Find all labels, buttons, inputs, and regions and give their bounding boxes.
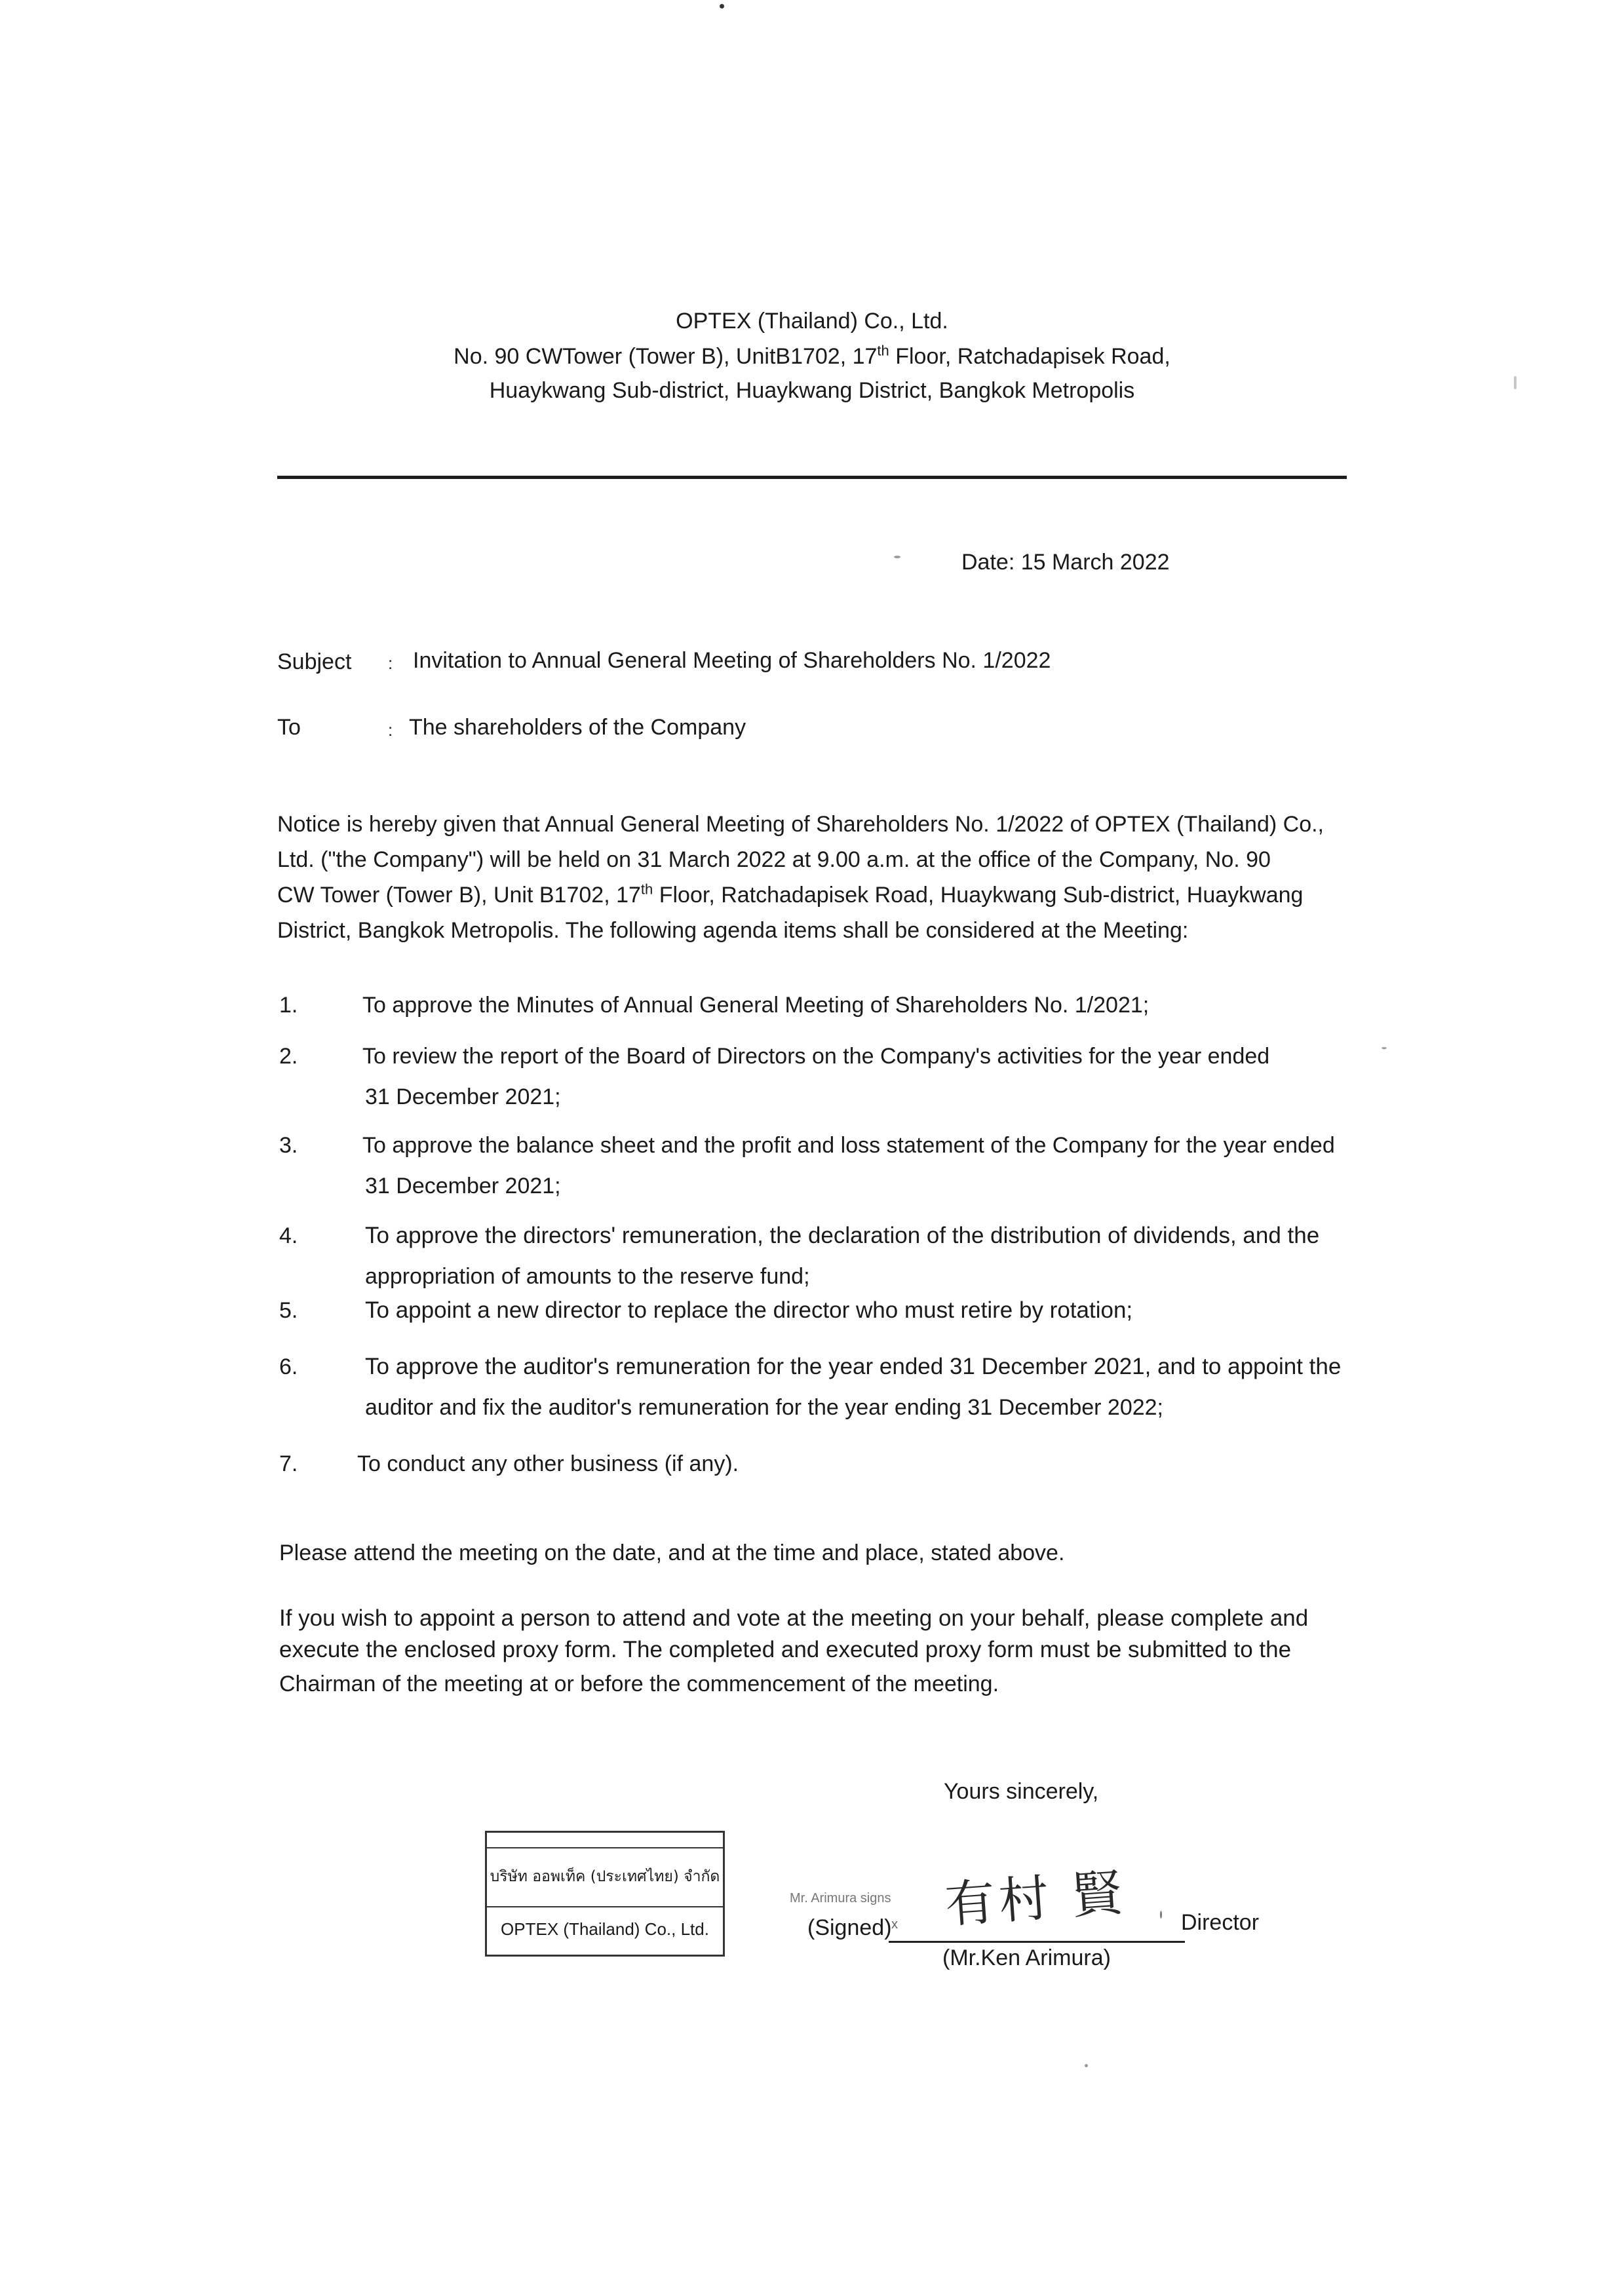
subject-value: Invitation to Annual General Meeting of Shareholders No. 1/2022 xyxy=(413,648,1051,673)
attend-paragraph: Please attend the meeting on the date, and at the time and place, stated above. xyxy=(279,1540,1065,1565)
address-line1-end: Floor, Ratchadapisek Road, xyxy=(895,344,1170,369)
address-line1-sup: th xyxy=(877,342,889,359)
notice-line1: Notice is hereby given that Annual General Meeting of Shareholders No. 1/2022 of OPTEX (Thailand) Co., xyxy=(277,812,1324,837)
agenda-item-line2: auditor and fix the auditor's remuneration for the year ending 31 December 2022; xyxy=(365,1395,1164,1420)
stamp-middle-rule xyxy=(487,1906,723,1907)
handwritten-signature: 有村 賢 xyxy=(943,1863,1128,1934)
to-value: The shareholders of the Company xyxy=(409,715,746,740)
notice-line4: District, Bangkok Metropolis. The following agenda items shall be considered at the Meeting: xyxy=(277,918,1189,943)
subject-separator: : xyxy=(388,653,393,673)
signatory-name: (Mr.Ken Arimura) xyxy=(942,1945,1111,1970)
signature-mark: x xyxy=(891,1917,898,1932)
stamp-top-rule xyxy=(487,1847,723,1848)
signature-line xyxy=(889,1941,1185,1943)
agenda-item-line1: To approve the Minutes of Annual General Meeting of Shareholders No. 1/2021; xyxy=(362,993,1150,1018)
letterhead-address-line2: Huaykwang Sub-district, Huaykwang District, Bangkok Metropolis xyxy=(489,378,1135,403)
scan-speck xyxy=(1085,2064,1088,2067)
agenda-item-number: 3. xyxy=(279,1133,298,1158)
notice-line3-end: Floor, Ratchadapisek Road, Huaykwang Sub-district, Huaykwang xyxy=(653,883,1304,908)
agenda-item-number: 6. xyxy=(279,1354,298,1379)
signature-note: Mr. Arimura signs xyxy=(790,1891,891,1905)
address-line1-start: No. 90 CWTower (Tower B), UnitB1702, 17 xyxy=(454,344,878,369)
agenda-item-line1: To appoint a new director to replace the director who must retire by rotation; xyxy=(365,1297,1133,1323)
company-stamp xyxy=(485,1831,725,1957)
scan-speck xyxy=(720,4,724,9)
scan-speck xyxy=(1160,1911,1162,1919)
notice-line3 xyxy=(277,881,1303,909)
stamp-thai-name: บริษัท ออพเท็ค (ประเทศไทย) จำกัด xyxy=(490,1868,720,1885)
proxy-paragraph-line3: Chairman of the meeting at or before the commencement of the meeting. xyxy=(279,1672,999,1696)
notice-line3-sup: th xyxy=(640,881,653,898)
to-label: To xyxy=(277,715,301,740)
signature-title: Director xyxy=(1181,1910,1260,1935)
agenda-item-number: 2. xyxy=(279,1044,298,1069)
agenda-item-line2: 31 December 2021; xyxy=(365,1174,561,1198)
agenda-item-line1: To approve the balance sheet and the profit and loss statement of the Company for the year ended xyxy=(362,1133,1335,1158)
scan-speck xyxy=(1514,376,1517,389)
agenda-item-line1: To conduct any other business (if any). xyxy=(357,1451,739,1476)
agenda-item-number: 1. xyxy=(279,993,298,1018)
to-separator: : xyxy=(388,720,393,740)
notice-line3-start: CW Tower (Tower B), Unit B1702, 17 xyxy=(277,883,641,908)
closing-salutation: Yours sincerely, xyxy=(944,1779,1099,1804)
subject-label: Subject xyxy=(277,649,352,674)
agenda-item-line1: To approve the auditor's remuneration for the year ended 31 December 2021, and to appoint the xyxy=(365,1354,1342,1379)
agenda-item-line2: appropriation of amounts to the reserve fund; xyxy=(365,1264,810,1289)
agenda-item-number: 5. xyxy=(279,1298,298,1323)
scan-speck xyxy=(894,556,900,558)
agenda-item-line1: To approve the directors' remuneration, the declaration of the distribution of dividends, and the xyxy=(365,1223,1320,1248)
scan-speck xyxy=(1382,1047,1387,1049)
proxy-paragraph-line1: If you wish to appoint a person to attend and vote at the meeting on your behalf, please complete and xyxy=(279,1605,1309,1631)
agenda-item-number: 7. xyxy=(279,1451,298,1476)
letterhead-company: OPTEX (Thailand) Co., Ltd. xyxy=(676,309,948,334)
letterhead-divider xyxy=(277,476,1347,479)
letterhead-address-line1 xyxy=(0,342,1624,371)
agenda-item-line1: To review the report of the Board of Directors on the Company's activities for the year ended xyxy=(362,1044,1270,1069)
agenda-item-number: 4. xyxy=(279,1223,298,1248)
stamp-english-name: OPTEX (Thailand) Co., Ltd. xyxy=(501,1919,709,1939)
proxy-paragraph-line2: execute the enclosed proxy form. The completed and executed proxy form must be submitted to the xyxy=(279,1637,1292,1662)
signed-label: (Signed) xyxy=(807,1915,892,1940)
notice-line2: Ltd. ("the Company") will be held on 31 March 2022 at 9.00 a.m. at the office of the Company, No. 90 xyxy=(277,847,1271,872)
agenda-item-line2: 31 December 2021; xyxy=(365,1084,561,1109)
date-line: Date: 15 March 2022 xyxy=(961,550,1170,575)
